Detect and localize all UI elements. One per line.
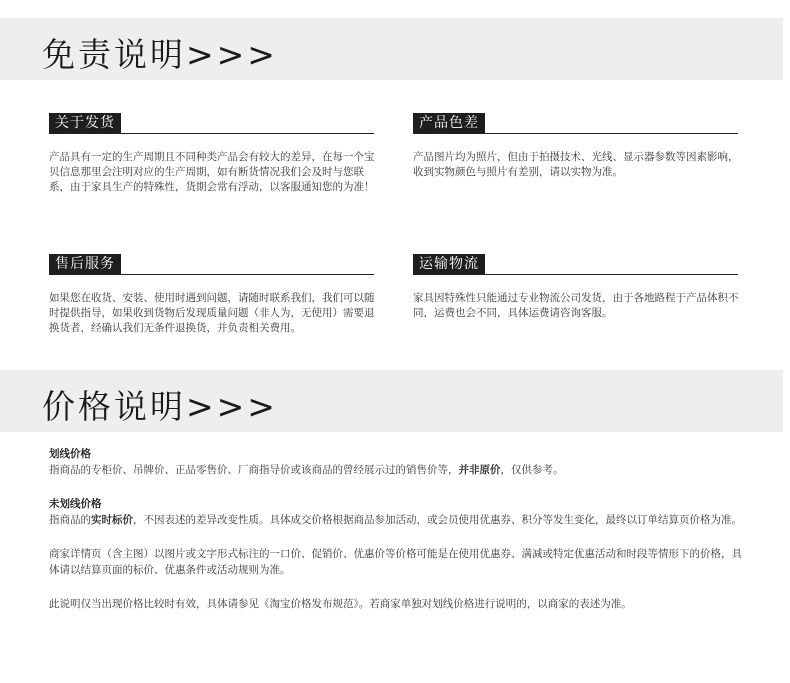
after-sales-tag-row (49, 254, 374, 275)
after-sales-text: 如果您在收货、安装、使用时遇到问题，请随时联系我们，我们可以随时提供指导，如果收到货物后发现质量问题（非人为，无使用）需要退换货者，经确认我们无条件退换货，并负责相关费用。 (49, 292, 375, 334)
color-difference-block (413, 113, 748, 180)
pricing-title: 价格说明>>> (42, 387, 278, 426)
color-difference-tag: 产品色差 (413, 113, 485, 133)
detail-page-price-text: 商家详情页（含主图）以图片或文字形式标注的一口价、促销价、优惠价等价格可能是在使用优惠券、满减或特定优惠活动和时段等情形下的价格，具体请以结算页面的标价、优惠条件或活动规则为准。 (49, 548, 742, 576)
logistics-text: 家具因特殊性只能通过专业物流公司发货，由于各地路程于产品体积不同，运费也会不同，具体运费请咨询客服。 (413, 292, 739, 319)
logistics-block (413, 254, 748, 321)
uncrossed-price-realtime: 实时标价 (91, 514, 133, 526)
logistics-tag: 运输物流 (413, 254, 485, 274)
color-difference-text: 产品图片均为照片，但由于拍摄技术、光线、显示器参数等因素影响，收到实物颜色与照片有差别，请以实物为准。 (413, 151, 739, 178)
crossed-price-text-start: 指商品的专柜价、吊牌价、正品零售价、厂商指导价或该商品的曾经展示过的销售价等， (49, 464, 459, 476)
uncrossed-price-heading: 未划线价格 (49, 498, 102, 510)
crossed-price-heading: 划线价格 (49, 448, 91, 460)
disclaimer-title: 免责说明>>> (42, 35, 278, 74)
price-reference-text: 此说明仅当出现价格比较时有效，具体请参见《淘宝价格发布规范》。若商家单独对划线价格进行说明的，以商家的表述为准。 (49, 598, 632, 610)
pricing-banner (0, 370, 783, 432)
shipping-tag-row (49, 113, 374, 134)
disclaimer-banner (0, 18, 783, 80)
shipping-block (49, 113, 384, 195)
pricing-explanation (49, 446, 749, 612)
shipping-text: 产品具有一定的生产周期且不同种类产品会有较大的差异，在每一个宝贝信息那里会注明对应的生产周期，如有断货情况我们会及时与您联系，由于家具生产的特殊性，货期会常有浮动，以客服通知您的为准！ (49, 151, 375, 193)
logistics-tag-row (413, 254, 738, 275)
after-sales-tag: 售后服务 (49, 254, 121, 274)
color-difference-tag-row (413, 113, 738, 134)
uncrossed-price-text-start: 指商品的 (49, 514, 91, 526)
shipping-tag: 关于发货 (49, 113, 121, 133)
crossed-price-not-original: 并非原价 (458, 464, 501, 476)
crossed-price-text-end: ，仅供参考。 (500, 464, 564, 476)
after-sales-block (49, 254, 384, 336)
crossed-price-text (49, 462, 749, 478)
uncrossed-price-text (49, 512, 749, 528)
uncrossed-price-text-end: ，不因表述的差异改变性质。具体成交价格根据商品参加活动，或会员使用优惠券、积分等发生变化，最终以订单结算页价格为准。 (133, 514, 742, 526)
